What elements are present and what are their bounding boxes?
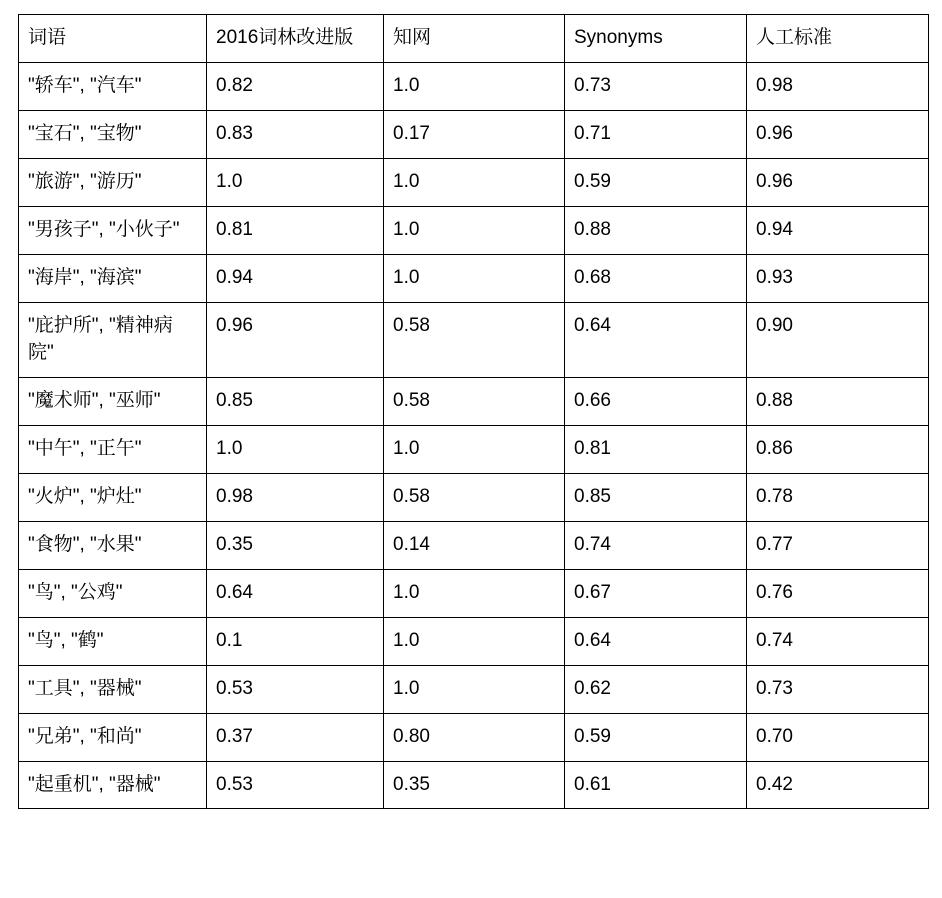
cell-synonyms: 0.59: [565, 713, 747, 761]
cell-human: 0.96: [747, 158, 929, 206]
cell-cilin: 0.85: [207, 377, 384, 425]
cell-word-pair: "中午", "正午": [19, 425, 207, 473]
cell-hownet: 0.58: [384, 473, 565, 521]
word-similarity-table: [18, 14, 929, 809]
cell-cilin: 0.82: [207, 62, 384, 110]
cell-synonyms: 0.71: [565, 110, 747, 158]
cell-human: 0.98: [747, 62, 929, 110]
table-body: [19, 62, 929, 809]
table-row: [19, 473, 929, 521]
cell-hownet: 1.0: [384, 569, 565, 617]
table-row: [19, 713, 929, 761]
cell-synonyms: 0.74: [565, 521, 747, 569]
cell-word-pair: "工具", "器械": [19, 665, 207, 713]
column-header-human-standard: 人工标准: [747, 15, 929, 63]
cell-human: 0.93: [747, 254, 929, 302]
cell-hownet: 0.80: [384, 713, 565, 761]
cell-word-pair: "轿车", "汽车": [19, 62, 207, 110]
table-header: [19, 15, 929, 63]
cell-hownet: 0.58: [384, 302, 565, 377]
cell-hownet: 1.0: [384, 62, 565, 110]
cell-word-pair: "旅游", "游历": [19, 158, 207, 206]
table-row: [19, 254, 929, 302]
cell-synonyms: 0.67: [565, 569, 747, 617]
cell-hownet: 1.0: [384, 425, 565, 473]
cell-hownet: 0.35: [384, 761, 565, 809]
cell-synonyms: 0.64: [565, 302, 747, 377]
cell-synonyms: 0.88: [565, 206, 747, 254]
table-header-row: [19, 15, 929, 63]
cell-cilin: 1.0: [207, 158, 384, 206]
cell-hownet: 1.0: [384, 665, 565, 713]
cell-synonyms: 0.61: [565, 761, 747, 809]
cell-word-pair: "兄弟", "和尚": [19, 713, 207, 761]
cell-human: 0.77: [747, 521, 929, 569]
column-header-word-pair: 词语: [19, 15, 207, 63]
cell-word-pair: "火炉", "炉灶": [19, 473, 207, 521]
cell-hownet: 0.58: [384, 377, 565, 425]
cell-synonyms: 0.73: [565, 62, 747, 110]
table-row: [19, 110, 929, 158]
cell-synonyms: 0.62: [565, 665, 747, 713]
cell-hownet: 1.0: [384, 617, 565, 665]
table-row: [19, 206, 929, 254]
cell-hownet: 1.0: [384, 206, 565, 254]
cell-human: 0.73: [747, 665, 929, 713]
cell-cilin: 0.81: [207, 206, 384, 254]
cell-cilin: 0.94: [207, 254, 384, 302]
cell-word-pair: "庇护所", "精神病院": [19, 302, 207, 377]
table-row: [19, 158, 929, 206]
cell-hownet: 1.0: [384, 158, 565, 206]
table-row: [19, 761, 929, 809]
cell-human: 0.70: [747, 713, 929, 761]
cell-synonyms: 0.81: [565, 425, 747, 473]
table-row: [19, 425, 929, 473]
cell-word-pair: "男孩子", "小伙子": [19, 206, 207, 254]
cell-cilin: 0.64: [207, 569, 384, 617]
table-row: [19, 62, 929, 110]
cell-hownet: 1.0: [384, 254, 565, 302]
cell-cilin: 1.0: [207, 425, 384, 473]
cell-cilin: 0.83: [207, 110, 384, 158]
cell-synonyms: 0.64: [565, 617, 747, 665]
cell-human: 0.78: [747, 473, 929, 521]
cell-cilin: 0.37: [207, 713, 384, 761]
cell-human: 0.86: [747, 425, 929, 473]
cell-cilin: 0.53: [207, 665, 384, 713]
cell-word-pair: "鸟", "公鸡": [19, 569, 207, 617]
cell-human: 0.88: [747, 377, 929, 425]
cell-cilin: 0.53: [207, 761, 384, 809]
cell-synonyms: 0.66: [565, 377, 747, 425]
cell-word-pair: "宝石", "宝物": [19, 110, 207, 158]
cell-human: 0.42: [747, 761, 929, 809]
column-header-hownet: 知网: [384, 15, 565, 63]
cell-cilin: 0.1: [207, 617, 384, 665]
cell-cilin: 0.98: [207, 473, 384, 521]
cell-human: 0.94: [747, 206, 929, 254]
table-row: [19, 569, 929, 617]
cell-word-pair: "鸟", "鹤": [19, 617, 207, 665]
column-header-cilin: 2016词林改进版: [207, 15, 384, 63]
cell-cilin: 0.96: [207, 302, 384, 377]
cell-human: 0.74: [747, 617, 929, 665]
cell-human: 0.96: [747, 110, 929, 158]
cell-word-pair: "起重机", "器械": [19, 761, 207, 809]
cell-word-pair: "魔术师", "巫师": [19, 377, 207, 425]
cell-cilin: 0.35: [207, 521, 384, 569]
column-header-synonyms: Synonyms: [565, 15, 747, 63]
cell-word-pair: "食物", "水果": [19, 521, 207, 569]
cell-human: 0.90: [747, 302, 929, 377]
table-row: [19, 617, 929, 665]
table-row: [19, 665, 929, 713]
table-row: [19, 302, 929, 377]
cell-word-pair: "海岸", "海滨": [19, 254, 207, 302]
table-row: [19, 377, 929, 425]
cell-human: 0.76: [747, 569, 929, 617]
cell-synonyms: 0.59: [565, 158, 747, 206]
cell-synonyms: 0.68: [565, 254, 747, 302]
cell-hownet: 0.17: [384, 110, 565, 158]
cell-synonyms: 0.85: [565, 473, 747, 521]
cell-hownet: 0.14: [384, 521, 565, 569]
table-row: [19, 521, 929, 569]
